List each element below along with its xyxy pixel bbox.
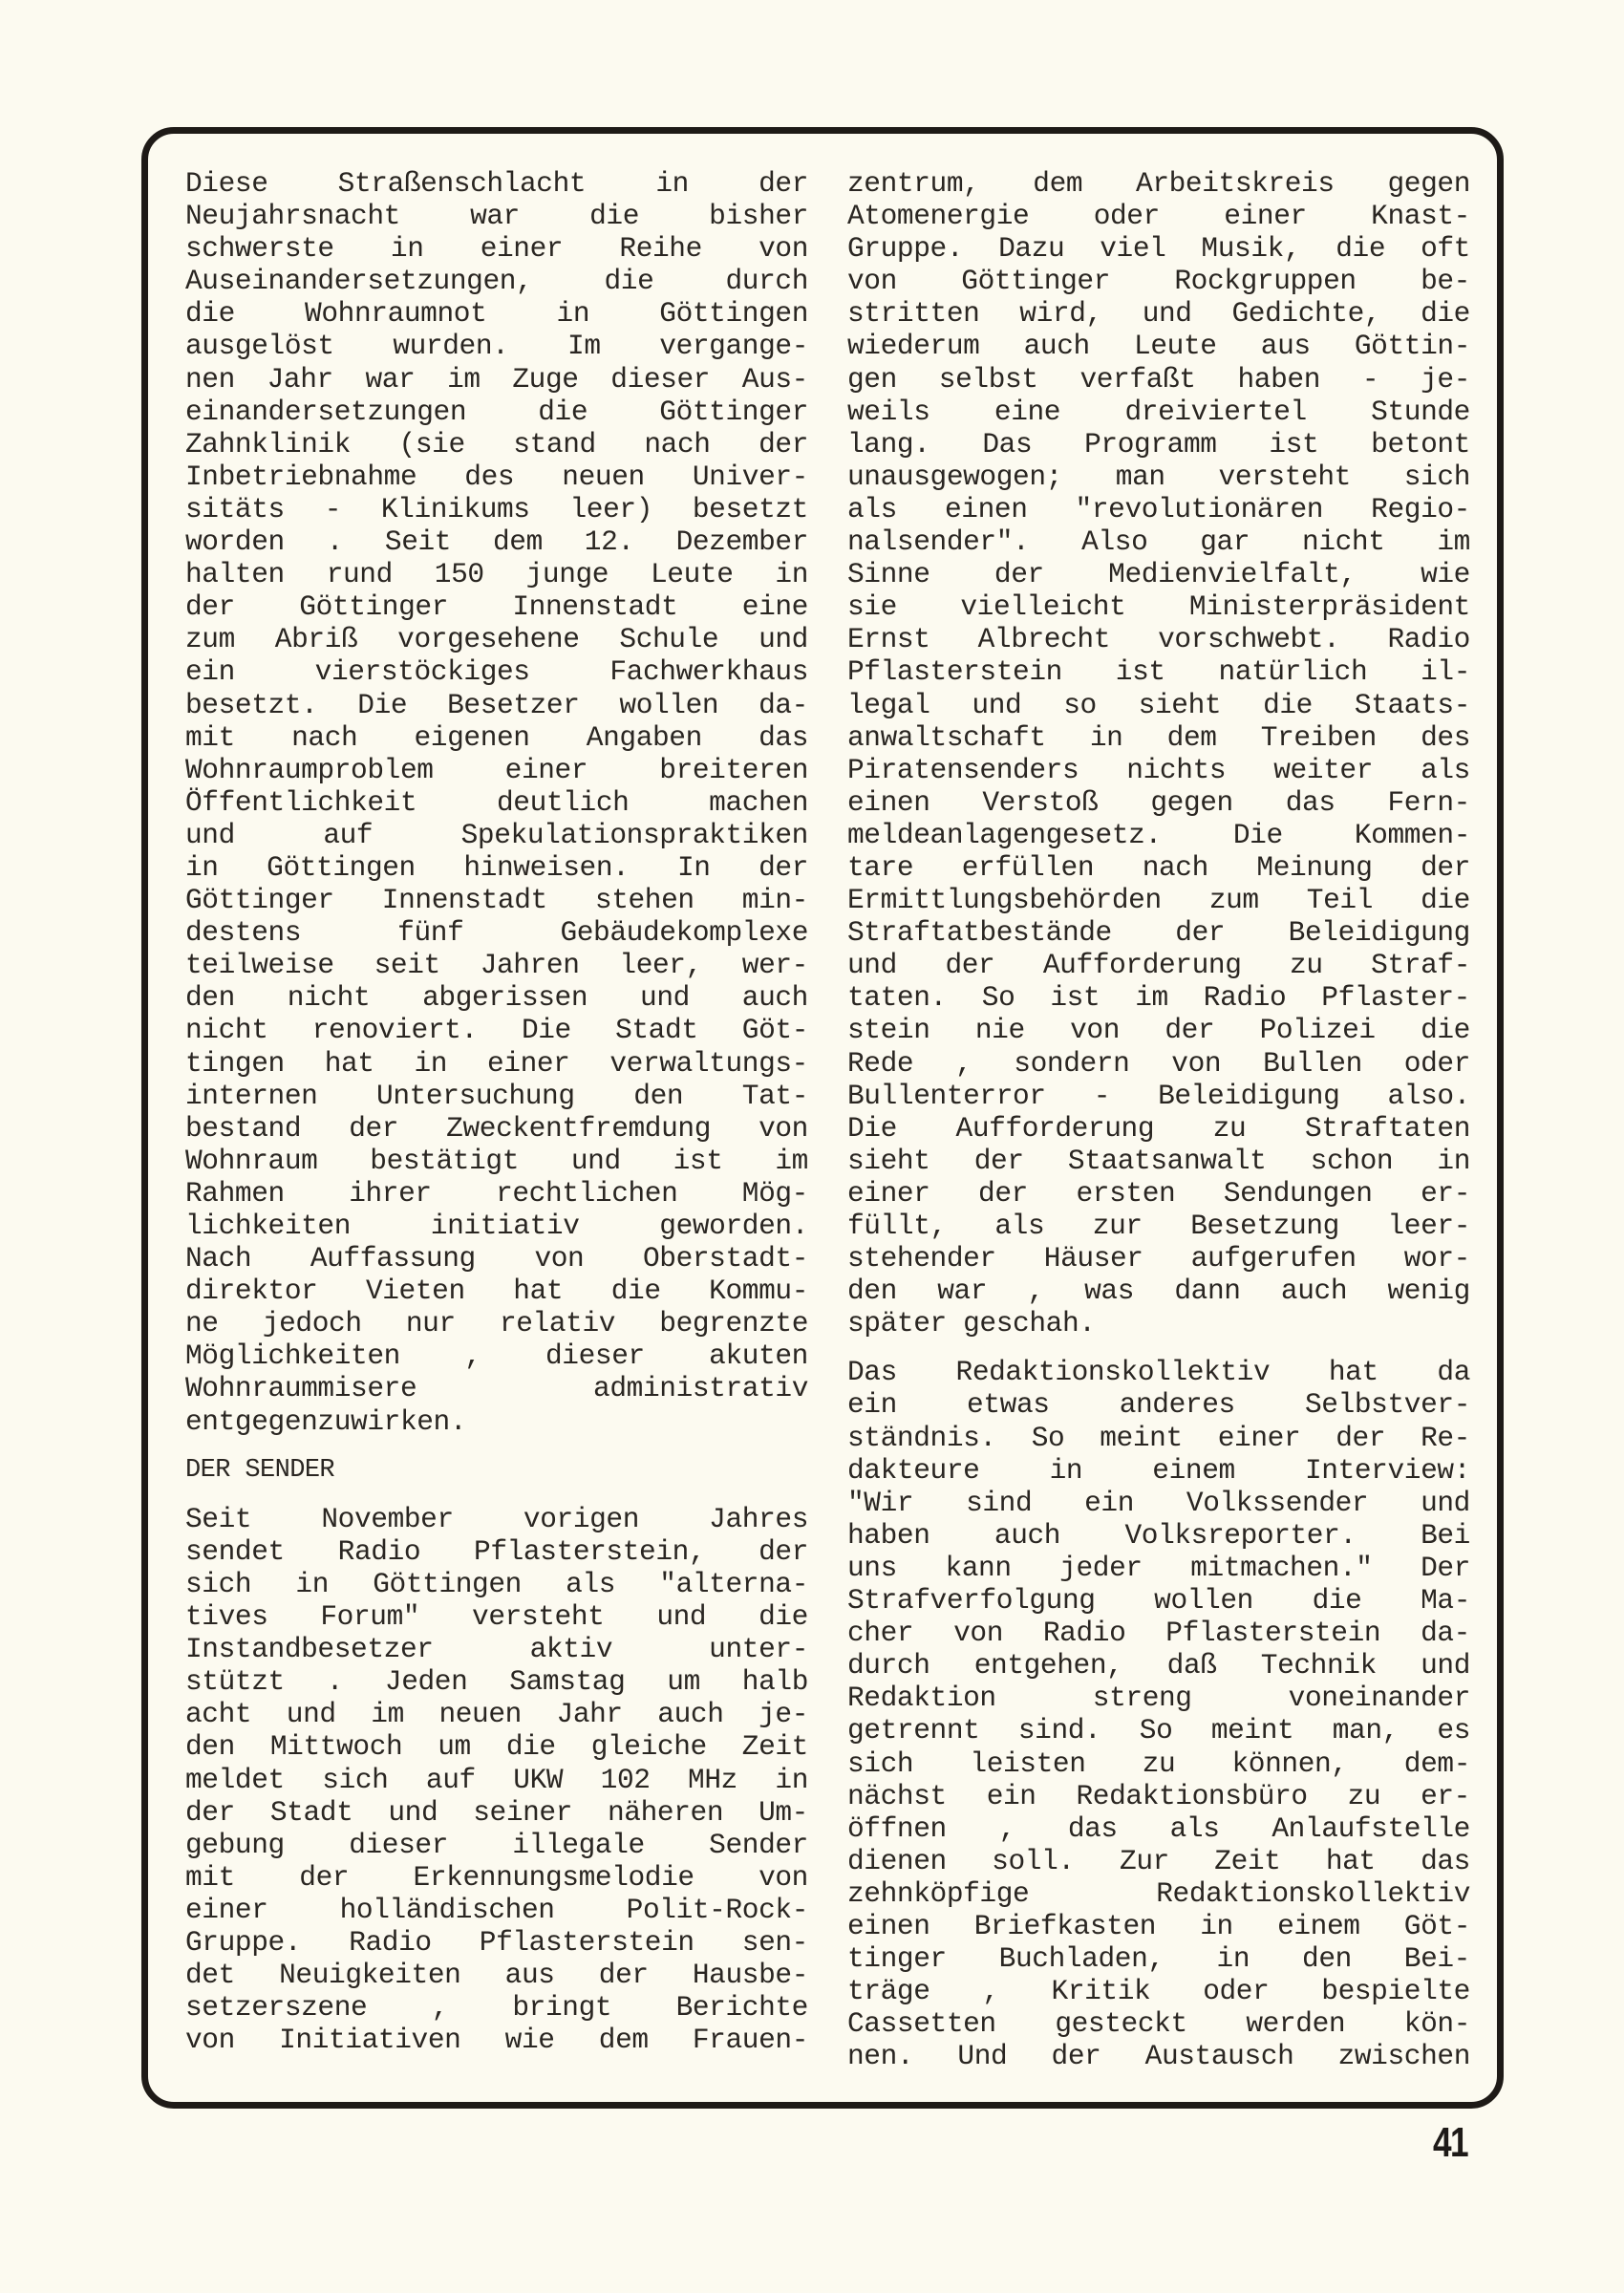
text-line: bestand der Zweckentfremdung von xyxy=(185,1111,808,1145)
text-line: Sinne der Medienvielfalt, wie xyxy=(847,558,1470,591)
text-line: acht und im neuen Jahr auch je- xyxy=(185,1698,808,1731)
text-line: sie vielleicht Ministerpräsident xyxy=(847,590,1470,624)
text-line: und der Aufforderung zu Straf- xyxy=(847,949,1470,982)
text-line: Ermittlungsbehörden zum Teil die xyxy=(847,884,1470,917)
text-line: Straftatbestände der Beleidigung xyxy=(847,916,1470,950)
text-line: Öffentlichkeit deutlich machen xyxy=(185,785,808,819)
text-line: von Göttinger Rockgruppen be- xyxy=(847,265,1470,298)
text-line: meldeanlagengesetz. Die Kommen- xyxy=(847,818,1470,851)
text-line: Redaktion streng voneinander xyxy=(847,1682,1470,1715)
paragraph-editorial-collective xyxy=(847,1356,1470,2072)
text-line: Inbetriebnahme des neuen Univer- xyxy=(185,460,808,493)
text-line: getrennt sind. So meint man, es xyxy=(847,1714,1470,1747)
text-line: einandersetzungen die Göttinger xyxy=(185,395,808,428)
text-line: Seit November vorigen Jahres xyxy=(185,1502,808,1535)
text-line: ne jedoch nur relativ begrenzte xyxy=(185,1307,808,1340)
text-line: zum Abriß vorgesehene Schule und xyxy=(185,623,808,656)
text-line: ständnis. So meint einer der Re- xyxy=(847,1421,1470,1454)
text-line: die Wohnraumnot in Göttingen xyxy=(185,297,808,331)
heading-text: DER SENDER xyxy=(185,1455,335,1485)
text-line: später geschah. xyxy=(847,1307,1096,1340)
text-line: entgegenzuwirken. xyxy=(185,1404,467,1438)
text-line: tingen hat in einer verwaltungs- xyxy=(185,1046,808,1080)
text-line: Strafverfolgung wollen die Ma- xyxy=(847,1584,1470,1618)
text-line: lichkeiten initiativ geworden. xyxy=(185,1210,808,1242)
text-line: Rahmen ihrer rechtlichen Mög- xyxy=(185,1176,808,1210)
text-line: sendet Radio Pflasterstein, der xyxy=(185,1534,808,1568)
text-line: öffnen , das als Anlaufstelle xyxy=(847,1811,1470,1845)
text-line: worden . Seit dem 12. Dezember xyxy=(185,525,808,559)
text-line: Die Aufforderung zu Straftaten xyxy=(847,1111,1470,1145)
text-line: gebung dieser illegale Sender xyxy=(185,1828,808,1861)
text-line: zentrum, dem Arbeitskreis gegen xyxy=(847,167,1470,200)
text-line: taten. So ist im Radio Pflaster- xyxy=(847,981,1470,1015)
paragraph-housing-riots xyxy=(185,167,808,1438)
text-line: halten rund 150 junge Leute in xyxy=(185,558,808,591)
text-line: Gruppe. Radio Pflasterstein sen- xyxy=(185,1925,808,1959)
text-line: tives Forum" versteht und die xyxy=(185,1600,808,1634)
text-line: den war , was dann auch wenig xyxy=(847,1275,1470,1308)
text-line: Auseinandersetzungen, die durch xyxy=(185,265,808,298)
text-line: einen Briefkasten in einem Göt- xyxy=(847,1909,1470,1942)
text-line: ein etwas anderes Selbstver- xyxy=(847,1388,1470,1422)
text-line: den nicht abgerissen und auch xyxy=(185,981,808,1015)
text-line: mit nach eigenen Angaben das xyxy=(185,720,808,754)
text-line: haben auch Volksreporter. Bei xyxy=(847,1518,1470,1552)
text-line: einer der ersten Sendungen er- xyxy=(847,1176,1470,1210)
text-line: durch entgehen, daß Technik und xyxy=(847,1649,1470,1682)
text-line: Das Redaktionskollektiv hat da xyxy=(847,1356,1470,1389)
text-line: Piratensenders nichts weiter als xyxy=(847,753,1470,786)
text-line: anwaltschaft in dem Treiben des xyxy=(847,720,1470,754)
text-line: zehnköpfige Redaktionskollektiv xyxy=(847,1876,1470,1910)
text-line: ausgelöst wurden. Im vergange- xyxy=(185,330,808,363)
text-line: Wohnraummisere administrativ xyxy=(185,1372,808,1405)
text-line: nicht renoviert. Die Stadt Göt- xyxy=(185,1014,808,1047)
text-line: stein nie von der Polizei die xyxy=(847,1014,1470,1047)
text-line: lang. Das Programm ist betont xyxy=(847,427,1470,461)
text-line: Wohnraumproblem einer breiteren xyxy=(185,753,808,786)
text-line: sich in Göttingen als "alterna- xyxy=(185,1567,808,1600)
text-line: teilweise seit Jahren leer, wer- xyxy=(185,949,808,982)
text-line: wiederum auch Leute aus Göttin- xyxy=(847,330,1470,363)
text-line: dakteure in einem Interview: xyxy=(847,1453,1470,1487)
text-line: nalsender". Also gar nicht im xyxy=(847,525,1470,559)
text-line: Cassetten gesteckt werden kön- xyxy=(847,2007,1470,2041)
text-line: direktor Vieten hat die Kommu- xyxy=(185,1275,808,1308)
text-line: nen. Und der Austausch zwischen xyxy=(847,2040,1470,2073)
section-heading-der-sender xyxy=(185,1454,808,1487)
text-line: uns kann jeder mitmachen." Der xyxy=(847,1551,1470,1584)
text-line: nächst ein Redaktionsbüro zu er- xyxy=(847,1779,1470,1812)
text-line: Ernst Albrecht vorschwebt. Radio xyxy=(847,623,1470,656)
text-line: ein vierstöckiges Fachwerkhaus xyxy=(185,655,808,689)
text-line: det Neuigkeiten aus der Hausbe- xyxy=(185,1959,808,1992)
text-line: Pflasterstein ist natürlich il- xyxy=(847,655,1470,689)
text-line: Neujahrsnacht war die bisher xyxy=(185,200,808,233)
text-line: Diese Straßenschlacht in der xyxy=(185,167,808,200)
text-line: als einen "revolutionären Regio- xyxy=(847,492,1470,525)
text-line: meldet sich auf UKW 102 MHz in xyxy=(185,1763,808,1796)
text-line: "Wir sind ein Volkssender und xyxy=(847,1486,1470,1519)
text-line: stehender Häuser aufgerufen wor- xyxy=(847,1242,1470,1275)
text-line: der Stadt und seiner näheren Um- xyxy=(185,1795,808,1829)
text-line: setzerszene , bringt Berichte xyxy=(185,1991,808,2025)
text-line: in Göttingen hinweisen. In der xyxy=(185,850,808,884)
text-line: tare erfüllen nach Meinung der xyxy=(847,850,1470,884)
text-line: destens fünf Gebäudekomplexe xyxy=(185,916,808,950)
text-line: dienen soll. Zur Zeit hat das xyxy=(847,1844,1470,1877)
text-line: unausgewogen; man versteht sich xyxy=(847,460,1470,493)
text-line: den Mittwoch um die gleiche Zeit xyxy=(185,1730,808,1764)
text-line: von Initiativen wie dem Frauen- xyxy=(185,2024,808,2057)
text-line: einen Verstoß gegen das Fern- xyxy=(847,785,1470,819)
text-line: sitäts - Klinikums leer) besetzt xyxy=(185,492,808,525)
text-line: träge , Kritik oder bespielte xyxy=(847,1975,1470,2008)
text-line: sich leisten zu können, dem- xyxy=(847,1747,1470,1780)
left-column xyxy=(185,167,808,2056)
text-line: gen selbst verfaßt haben - je- xyxy=(847,362,1470,396)
text-line: besetzt. Die Besetzer wollen da- xyxy=(185,688,808,721)
text-line: cher von Radio Pflasterstein da- xyxy=(847,1617,1470,1650)
text-line: der Göttinger Innenstadt eine xyxy=(185,590,808,624)
paragraph-radio-pflasterstein xyxy=(185,1503,808,2057)
text-line: nen Jahr war im Zuge dieser Aus- xyxy=(185,362,808,396)
text-line: Rede , sondern von Bullen oder xyxy=(847,1046,1470,1080)
text-line: tinger Buchladen, in den Bei- xyxy=(847,1942,1470,1976)
text-line: Instandbesetzer aktiv unter- xyxy=(185,1633,808,1666)
text-line: sieht der Staatsanwalt schon in xyxy=(847,1144,1470,1177)
text-line: stritten wird, und Gedichte, die xyxy=(847,297,1470,331)
text-line: Wohnraum bestätigt und ist im xyxy=(185,1144,808,1177)
right-column xyxy=(847,167,1470,2072)
text-line: stützt . Jeden Samstag um halb xyxy=(185,1665,808,1699)
text-line: Bullenterror - Beleidigung also. xyxy=(847,1079,1470,1112)
text-line: Atomenergie oder einer Knast- xyxy=(847,200,1470,233)
text-line: einer holländischen Polit-Rock- xyxy=(185,1893,808,1926)
text-line: Zahnklinik (sie stand nach der xyxy=(185,427,808,461)
text-line: Möglichkeiten , dieser akuten xyxy=(185,1339,808,1373)
text-line: schwerste in einer Reihe von xyxy=(185,232,808,266)
text-line: weils eine dreiviertel Stunde xyxy=(847,395,1470,428)
text-line: füllt, als zur Besetzung leer- xyxy=(847,1210,1470,1242)
paragraph-program xyxy=(847,167,1470,1339)
text-line: legal und so sieht die Staats- xyxy=(847,688,1470,721)
text-line: Göttinger Innenstadt stehen min- xyxy=(185,884,808,917)
text-line: Gruppe. Dazu viel Musik, die oft xyxy=(847,232,1470,266)
text-line: mit der Erkennungsmelodie von xyxy=(185,1860,808,1894)
page-number: 41 xyxy=(1433,2119,1467,2166)
text-line: internen Untersuchung den Tat- xyxy=(185,1079,808,1112)
text-line: Nach Auffassung von Oberstadt- xyxy=(185,1242,808,1275)
text-line: und auf Spekulationspraktiken xyxy=(185,818,808,851)
